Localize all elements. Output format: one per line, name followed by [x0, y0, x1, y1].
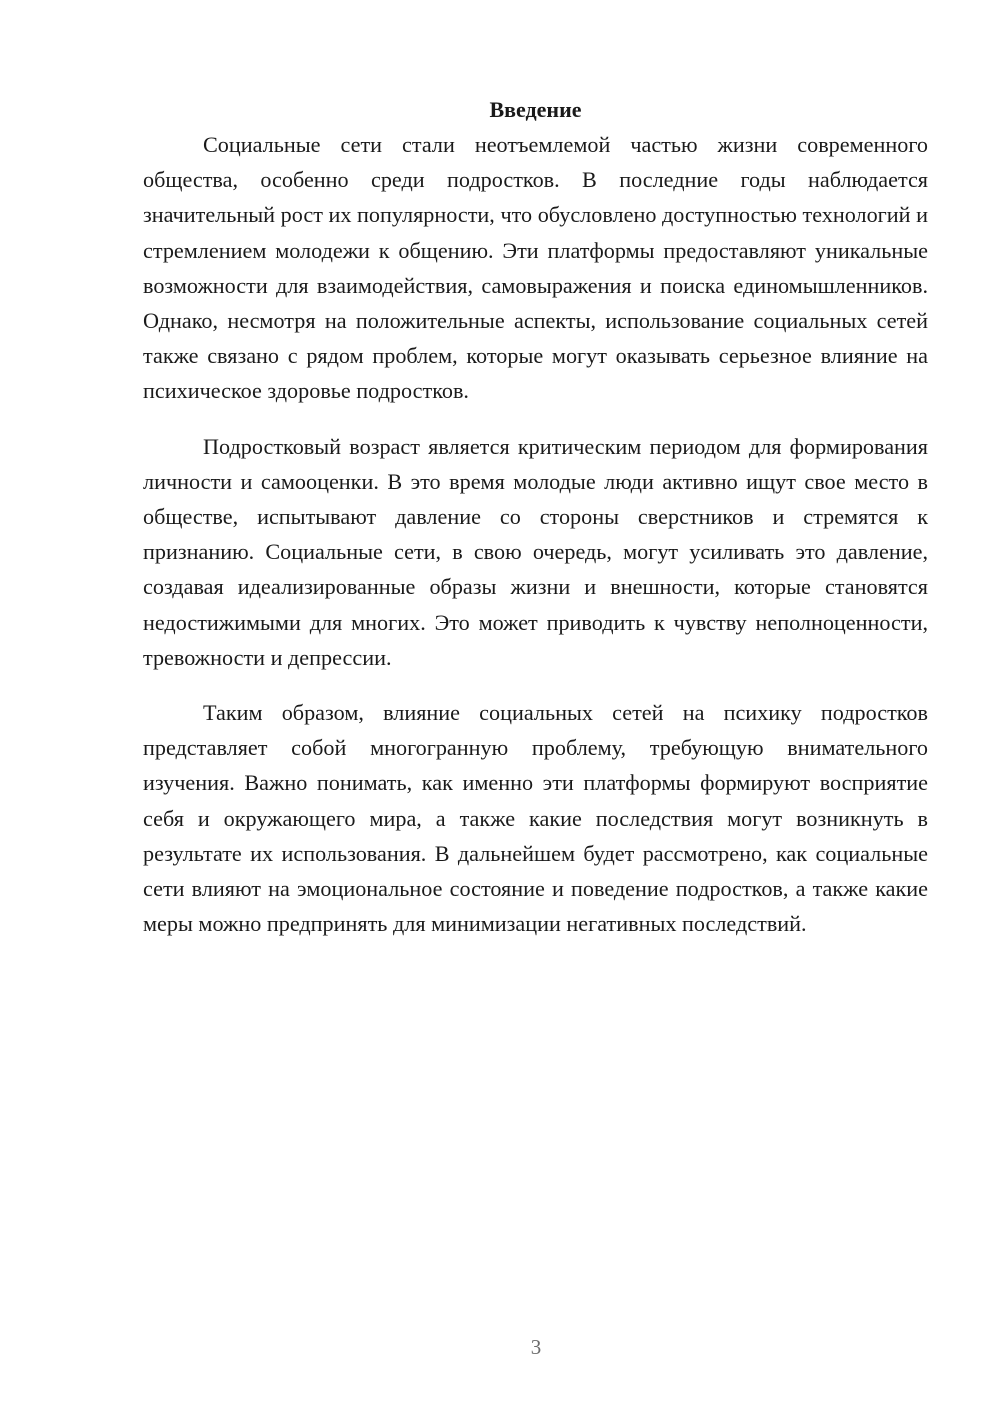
paragraph-3: Таким образом, влияние социальных сетей на психику подростков представляет собой многогранную проблему, требующую внимательного изучения. Важно понимать, как именно эти платформы формируют восприятие себя и окружающего мира, а также какие последствия могут возникнуть в результате их использования. В дальнейшем будет рассмотрено, как социальные сети влияют на эмоциональное состояние и поведение подростков, а также какие меры можно предпринять для минимизации негативных последствий.	[143, 700, 928, 937]
section-heading: Введение	[489, 97, 582, 122]
page-content	[143, 92, 928, 941]
paragraph-2: Подростковый возраст является критическим периодом для формирования личности и самооценки. В это время молодые люди активно ищут свое место в обществе, испытывают давление со стороны сверстников и стремятся к признанию. Социальные сети, в свою очередь, могут усиливать это давление, создавая идеализированные образы жизни и внешности, которые становятся недостижимыми для многих. Это может приводить к чувству неполноценности, тревожности и депрессии.	[143, 433, 928, 670]
paragraph-1: Социальные сети стали неотъемлемой частью жизни современного общества, особенно среди подростков. В последние годы наблюдается значительный рост их популярности, что обусловлено доступностью технологий и стремлением молодежи к общению. Эти платформы предоставляют уникальные возможности для взаимодействия, самовыражения и поиска единомышленников. Однако, несмотря на положительные аспекты, использование социальных сетей также связано с рядом проблем, которые могут оказывать серьезное влияние на психическое здоровье подростков.	[143, 132, 928, 404]
page-number: 3	[530, 1335, 542, 1359]
